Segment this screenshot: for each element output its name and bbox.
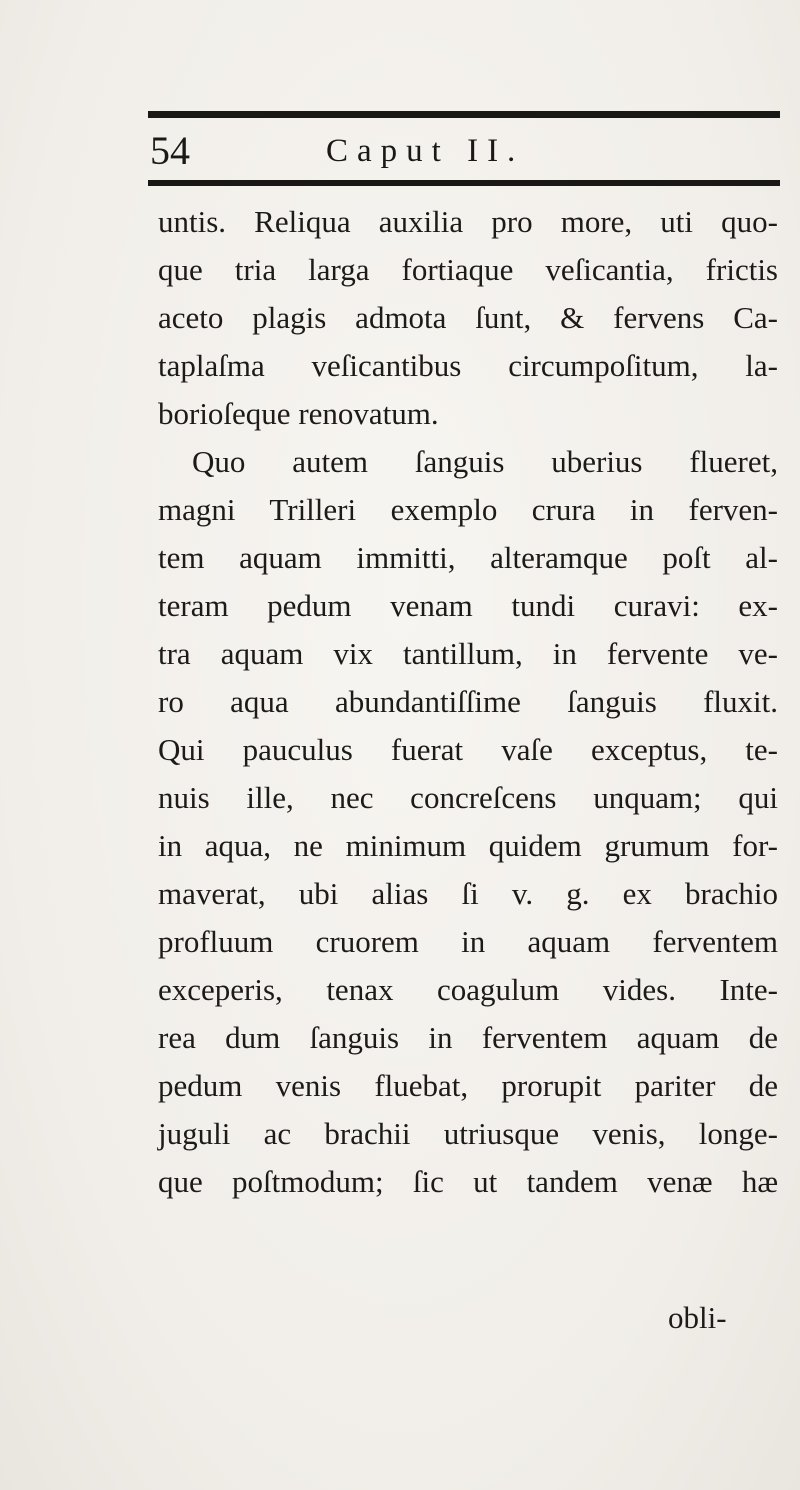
text-line: pedum venis fluebat, prorupit pariter de xyxy=(158,1068,778,1103)
text-line: profluum cruorem in aquam ferventem xyxy=(158,924,778,959)
text-line: magni Trilleri exemplo crura in ferven- xyxy=(158,492,778,527)
text-line: Qui pauculus fuerat vaſe exceptus, te- xyxy=(158,732,778,767)
running-head xyxy=(150,126,780,176)
text-line: juguli ac brachii utriusque venis, longe- xyxy=(158,1116,778,1151)
text-line: rea dum ſanguis in ferventem aquam de xyxy=(158,1020,778,1055)
header-rule-bottom xyxy=(148,180,780,186)
text-line: untis. Reliqua auxilia pro more, uti quo- xyxy=(158,204,778,239)
text-line: nuis ille, nec concreſcens unquam; qui xyxy=(158,780,778,815)
text-line: que tria larga fortiaque veſicantia, frictis xyxy=(158,252,778,287)
header-rule-top xyxy=(148,111,780,118)
catchword: obli- xyxy=(668,1300,727,1335)
running-title: Caput II. xyxy=(326,133,525,169)
text-line: borioſeque renovatum. xyxy=(158,396,439,431)
text-line: maverat, ubi alias ſi v. g. ex brachio xyxy=(158,876,778,911)
text-line: aceto plagis admota ſunt, & fervens Ca- xyxy=(158,300,778,335)
page-number: 54 xyxy=(150,128,190,173)
text-line: teram pedum venam tundi curavi: ex- xyxy=(158,588,778,623)
text-line: ro aqua abundantiſſime ſanguis fluxit. xyxy=(158,684,778,719)
text-line: exceperis, tenax coagulum vides. Inte- xyxy=(158,972,778,1007)
body-text xyxy=(158,198,778,1206)
text-line: taplaſma veſicantibus circumpoſitum, la- xyxy=(158,348,778,383)
text-line: que poſtmodum; ſic ut tandem venæ hæ xyxy=(158,1164,778,1199)
text-line: in aqua, ne minimum quidem grumum for- xyxy=(158,828,778,863)
text-line: tra aquam vix tantillum, in fervente ve- xyxy=(158,636,778,671)
text-line-paragraph-start: Quo autem ſanguis uberius flueret, xyxy=(192,444,778,479)
text-line: tem aquam immitti, alteramque poſt al- xyxy=(158,540,778,575)
